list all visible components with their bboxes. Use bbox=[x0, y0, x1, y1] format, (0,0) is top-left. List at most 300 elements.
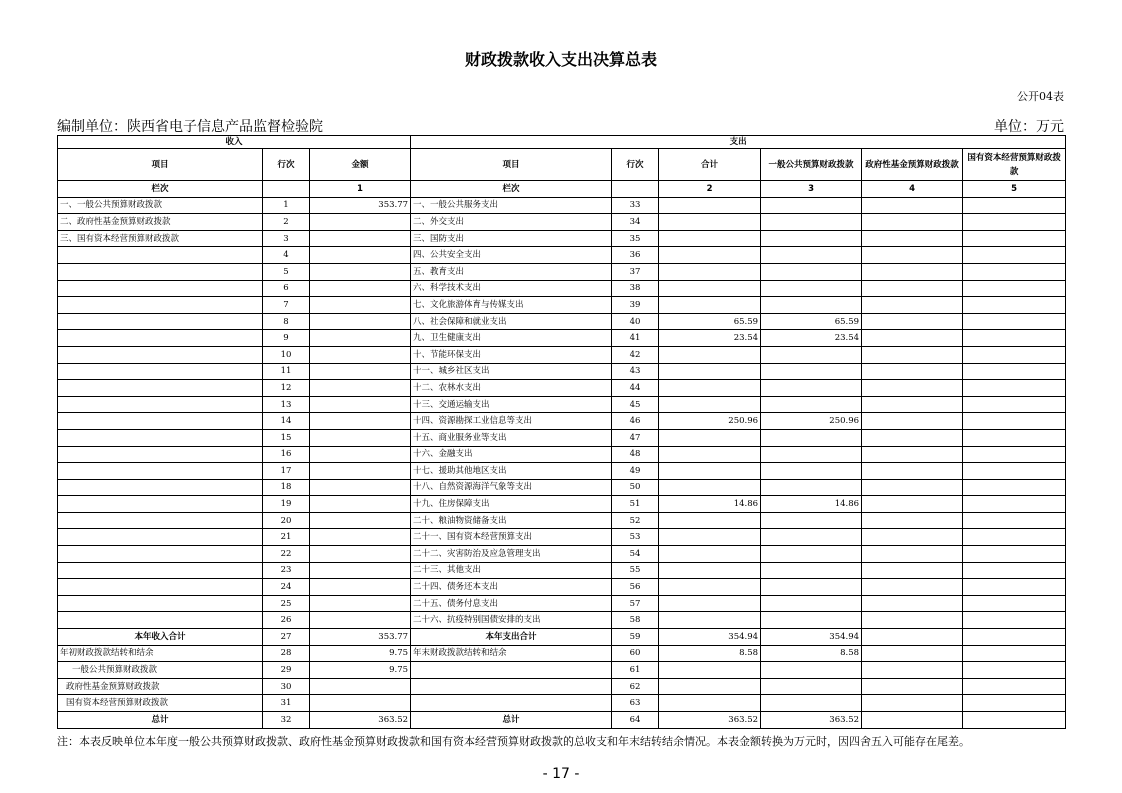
fund-budget-cell bbox=[862, 662, 963, 679]
expense-item-cell: 十三、交通运输支出 bbox=[411, 396, 612, 413]
income-row-no-cell: 1 bbox=[263, 197, 310, 214]
general-budget-cell bbox=[761, 197, 862, 214]
fund-budget-cell bbox=[862, 562, 963, 579]
expense-item-cell: 十六、金融支出 bbox=[411, 446, 612, 463]
col-4: 4 bbox=[862, 181, 963, 198]
income-item-cell bbox=[58, 247, 263, 264]
income-item-cell bbox=[58, 380, 263, 397]
income-item-cell bbox=[58, 479, 263, 496]
fund-budget-cell bbox=[862, 230, 963, 247]
state-capital-cell bbox=[963, 197, 1066, 214]
expense-item-cell: 十二、农林水支出 bbox=[411, 380, 612, 397]
income-item-cell: 年初财政拨款结转和结余 bbox=[58, 645, 263, 662]
general-budget-cell: 250.96 bbox=[761, 413, 862, 430]
income-row-no-cell: 14 bbox=[263, 413, 310, 430]
expense-item-cell: 二十二、灾害防治及应急管理支出 bbox=[411, 546, 612, 563]
expense-row-no-cell: 45 bbox=[612, 396, 659, 413]
income-amount-cell bbox=[310, 346, 411, 363]
expense-row-no-cell: 57 bbox=[612, 595, 659, 612]
total-cell: 354.94 bbox=[659, 629, 761, 646]
expense-item-header: 项目 bbox=[411, 149, 612, 181]
total-cell bbox=[659, 595, 761, 612]
table-row bbox=[58, 346, 1066, 363]
fund-budget-cell bbox=[862, 214, 963, 231]
fund-budget-cell bbox=[862, 396, 963, 413]
state-capital-cell bbox=[963, 363, 1066, 380]
unit-label: 单位：万元 bbox=[994, 119, 1064, 135]
fund-budget-cell bbox=[862, 496, 963, 513]
income-row-no-cell: 15 bbox=[263, 429, 310, 446]
state-capital-cell bbox=[963, 429, 1066, 446]
expense-item-cell: 九、卫生健康支出 bbox=[411, 330, 612, 347]
income-amount-cell: 9.75 bbox=[310, 645, 411, 662]
expense-item-cell bbox=[411, 695, 612, 712]
state-capital-cell bbox=[963, 297, 1066, 314]
column-index-row bbox=[58, 181, 1066, 198]
income-amount-cell bbox=[310, 463, 411, 480]
income-amount-cell bbox=[310, 695, 411, 712]
header-row-columns bbox=[58, 149, 1066, 181]
fund-budget-cell bbox=[862, 363, 963, 380]
general-budget-cell bbox=[761, 529, 862, 546]
fund-budget-cell bbox=[862, 546, 963, 563]
fund-budget-cell bbox=[862, 579, 963, 596]
fund-budget-cell bbox=[862, 263, 963, 280]
fund-budget-cell bbox=[862, 645, 963, 662]
expense-row-no-cell: 38 bbox=[612, 280, 659, 297]
state-capital-cell bbox=[963, 529, 1066, 546]
total-cell bbox=[659, 546, 761, 563]
col-2: 2 bbox=[659, 181, 761, 198]
state-capital-cell bbox=[963, 263, 1066, 280]
income-row-no-cell: 5 bbox=[263, 263, 310, 280]
general-budget-header: 一般公共预算财政拨款 bbox=[761, 149, 862, 181]
income-item-cell bbox=[58, 429, 263, 446]
income-item-cell bbox=[58, 562, 263, 579]
total-cell bbox=[659, 512, 761, 529]
fund-budget-cell bbox=[862, 612, 963, 629]
income-row-no-cell: 24 bbox=[263, 579, 310, 596]
total-cell bbox=[659, 529, 761, 546]
income-amount-cell bbox=[310, 380, 411, 397]
total-cell bbox=[659, 463, 761, 480]
general-budget-cell bbox=[761, 479, 862, 496]
header-row-group bbox=[58, 136, 1066, 149]
fund-budget-cell bbox=[862, 197, 963, 214]
income-item-cell bbox=[58, 346, 263, 363]
organization-label: 编制单位：陕西省电子信息产品监督检验院 bbox=[57, 119, 323, 135]
footnote: 注：本表反映单位本年度一般公共预算财政拨款、政府性基金预算财政拨款和国有资本经营预算财政拨款的总收支和年末结转结余情况。本表金额转换为万元时，因四舍五入可能存在尾差。 bbox=[57, 735, 970, 748]
income-amount-cell bbox=[310, 529, 411, 546]
table-row bbox=[58, 247, 1066, 264]
state-capital-cell bbox=[963, 512, 1066, 529]
total-cell bbox=[659, 280, 761, 297]
general-budget-cell bbox=[761, 363, 862, 380]
general-budget-cell: 363.52 bbox=[761, 712, 862, 729]
expense-item-cell: 总计 bbox=[411, 712, 612, 729]
fund-budget-cell bbox=[862, 529, 963, 546]
budget-summary-table bbox=[57, 135, 1066, 729]
income-amount-header: 金额 bbox=[310, 149, 411, 181]
income-amount-cell bbox=[310, 214, 411, 231]
income-amount-cell bbox=[310, 595, 411, 612]
income-item-cell bbox=[58, 496, 263, 513]
income-amount-cell bbox=[310, 512, 411, 529]
expense-row-no-cell: 61 bbox=[612, 662, 659, 679]
table-row bbox=[58, 380, 1066, 397]
expense-row-no-cell: 34 bbox=[612, 214, 659, 231]
income-row-no-cell: 13 bbox=[263, 396, 310, 413]
income-item-cell: 二、政府性基金预算财政拨款 bbox=[58, 214, 263, 231]
expense-item-cell: 五、教育支出 bbox=[411, 263, 612, 280]
income-row-no-cell: 18 bbox=[263, 479, 310, 496]
income-amount-cell: 353.77 bbox=[310, 629, 411, 646]
income-amount-cell bbox=[310, 612, 411, 629]
income-amount-cell bbox=[310, 330, 411, 347]
expense-item-cell: 十、节能环保支出 bbox=[411, 346, 612, 363]
income-amount-cell bbox=[310, 562, 411, 579]
fund-budget-cell bbox=[862, 297, 963, 314]
total-cell: 8.58 bbox=[659, 645, 761, 662]
table-row bbox=[58, 662, 1066, 679]
state-capital-cell bbox=[963, 214, 1066, 231]
income-item-cell bbox=[58, 280, 263, 297]
total-cell bbox=[659, 363, 761, 380]
income-row-no-cell: 3 bbox=[263, 230, 310, 247]
income-item-header: 项目 bbox=[58, 149, 263, 181]
fund-budget-cell bbox=[862, 463, 963, 480]
general-budget-cell: 65.59 bbox=[761, 313, 862, 330]
general-budget-cell: 8.58 bbox=[761, 645, 862, 662]
expense-item-cell: 十七、援助其他地区支出 bbox=[411, 463, 612, 480]
expense-item-cell: 十一、城乡社区支出 bbox=[411, 363, 612, 380]
expense-row-no-cell: 64 bbox=[612, 712, 659, 729]
general-budget-cell bbox=[761, 662, 862, 679]
income-item-cell bbox=[58, 579, 263, 596]
table-row bbox=[58, 446, 1066, 463]
total-cell bbox=[659, 247, 761, 264]
income-amount-cell bbox=[310, 263, 411, 280]
fund-budget-cell bbox=[862, 512, 963, 529]
income-header: 收入 bbox=[58, 136, 411, 149]
expense-item-cell: 二十一、国有资本经营预算支出 bbox=[411, 529, 612, 546]
total-cell: 65.59 bbox=[659, 313, 761, 330]
income-amount-cell bbox=[310, 363, 411, 380]
expense-row-no-cell: 41 bbox=[612, 330, 659, 347]
table-row bbox=[58, 297, 1066, 314]
total-header: 合计 bbox=[659, 149, 761, 181]
income-row-no-cell: 8 bbox=[263, 313, 310, 330]
income-row-no-cell: 23 bbox=[263, 562, 310, 579]
income-row-no-cell: 29 bbox=[263, 662, 310, 679]
general-budget-cell: 23.54 bbox=[761, 330, 862, 347]
table-row bbox=[58, 595, 1066, 612]
total-cell bbox=[659, 479, 761, 496]
expense-row-no-cell: 42 bbox=[612, 346, 659, 363]
income-item-cell: 国有资本经营预算财政拨款 bbox=[58, 695, 263, 712]
income-row-no-cell: 17 bbox=[263, 463, 310, 480]
total-cell bbox=[659, 678, 761, 695]
fund-budget-cell bbox=[862, 247, 963, 264]
income-item-cell: 一般公共预算财政拨款 bbox=[58, 662, 263, 679]
table-row bbox=[58, 546, 1066, 563]
income-item-cell bbox=[58, 363, 263, 380]
general-budget-cell bbox=[761, 396, 862, 413]
expense-item-cell bbox=[411, 662, 612, 679]
expense-row-no-cell: 63 bbox=[612, 695, 659, 712]
state-capital-cell bbox=[963, 463, 1066, 480]
fund-budget-cell bbox=[862, 629, 963, 646]
expense-row-no-cell: 62 bbox=[612, 678, 659, 695]
total-cell bbox=[659, 396, 761, 413]
fund-budget-header: 政府性基金预算财政拨款 bbox=[862, 149, 963, 181]
income-row-no-cell: 21 bbox=[263, 529, 310, 546]
state-capital-cell bbox=[963, 645, 1066, 662]
income-item-cell bbox=[58, 330, 263, 347]
state-capital-cell bbox=[963, 695, 1066, 712]
total-cell bbox=[659, 230, 761, 247]
general-budget-cell bbox=[761, 263, 862, 280]
expense-item-cell: 二十四、债务还本支出 bbox=[411, 579, 612, 596]
expense-row-no-cell: 55 bbox=[612, 562, 659, 579]
income-col-label: 栏次 bbox=[58, 181, 263, 198]
state-capital-cell bbox=[963, 678, 1066, 695]
total-cell: 14.86 bbox=[659, 496, 761, 513]
income-amount-cell: 353.77 bbox=[310, 197, 411, 214]
income-amount-cell bbox=[310, 247, 411, 264]
fund-budget-cell bbox=[862, 446, 963, 463]
income-amount-cell bbox=[310, 396, 411, 413]
expense-row-no-cell: 58 bbox=[612, 612, 659, 629]
income-row-no-cell: 9 bbox=[263, 330, 310, 347]
col-3: 3 bbox=[761, 181, 862, 198]
expense-row-no-cell: 39 bbox=[612, 297, 659, 314]
table-row bbox=[58, 496, 1066, 513]
general-budget-cell bbox=[761, 446, 862, 463]
total-cell bbox=[659, 429, 761, 446]
general-budget-cell bbox=[761, 678, 862, 695]
income-row-no-cell: 2 bbox=[263, 214, 310, 231]
page-number: - 17 - bbox=[542, 766, 580, 782]
income-amount-cell bbox=[310, 313, 411, 330]
income-row-no-cell: 28 bbox=[263, 645, 310, 662]
fund-budget-cell bbox=[862, 712, 963, 729]
income-row-no-cell: 30 bbox=[263, 678, 310, 695]
form-number: 公开04表 bbox=[1017, 90, 1064, 103]
expense-row-no-cell: 47 bbox=[612, 429, 659, 446]
income-row-no-cell: 6 bbox=[263, 280, 310, 297]
expense-item-cell: 二、外交支出 bbox=[411, 214, 612, 231]
total-cell bbox=[659, 579, 761, 596]
table-row bbox=[58, 363, 1066, 380]
expense-row-no-cell: 33 bbox=[612, 197, 659, 214]
fund-budget-cell bbox=[862, 479, 963, 496]
expense-row-no-cell: 53 bbox=[612, 529, 659, 546]
col-1: 1 bbox=[310, 181, 411, 198]
income-amount-cell bbox=[310, 479, 411, 496]
general-budget-cell bbox=[761, 429, 862, 446]
total-cell: 363.52 bbox=[659, 712, 761, 729]
expense-item-cell: 二十五、债务付息支出 bbox=[411, 595, 612, 612]
general-budget-cell bbox=[761, 230, 862, 247]
expense-item-cell: 三、国防支出 bbox=[411, 230, 612, 247]
income-item-cell bbox=[58, 529, 263, 546]
income-row-no-cell: 16 bbox=[263, 446, 310, 463]
general-budget-cell bbox=[761, 546, 862, 563]
state-capital-cell bbox=[963, 313, 1066, 330]
state-capital-cell bbox=[963, 230, 1066, 247]
state-capital-header: 国有资本经营预算财政拨款 bbox=[963, 149, 1066, 181]
fund-budget-cell bbox=[862, 330, 963, 347]
income-item-cell bbox=[58, 263, 263, 280]
income-row-no-cell: 25 bbox=[263, 595, 310, 612]
expense-row-no-cell: 40 bbox=[612, 313, 659, 330]
total-cell: 250.96 bbox=[659, 413, 761, 430]
table-row bbox=[58, 562, 1066, 579]
expense-row-no-cell: 36 bbox=[612, 247, 659, 264]
income-row-no-cell: 10 bbox=[263, 346, 310, 363]
total-cell bbox=[659, 562, 761, 579]
total-cell bbox=[659, 380, 761, 397]
income-row-no-header: 行次 bbox=[263, 149, 310, 181]
income-item-cell bbox=[58, 595, 263, 612]
expense-row-no-cell: 51 bbox=[612, 496, 659, 513]
income-amount-cell bbox=[310, 280, 411, 297]
expense-item-cell: 六、科学技术支出 bbox=[411, 280, 612, 297]
fund-budget-cell bbox=[862, 595, 963, 612]
income-item-cell bbox=[58, 396, 263, 413]
state-capital-cell bbox=[963, 346, 1066, 363]
state-capital-cell bbox=[963, 629, 1066, 646]
general-budget-cell bbox=[761, 562, 862, 579]
expense-item-cell: 本年支出合计 bbox=[411, 629, 612, 646]
expense-item-cell: 二十、粮油物资储备支出 bbox=[411, 512, 612, 529]
income-item-cell bbox=[58, 313, 263, 330]
state-capital-cell bbox=[963, 380, 1066, 397]
state-capital-cell bbox=[963, 330, 1066, 347]
table-row bbox=[58, 512, 1066, 529]
table-row bbox=[58, 579, 1066, 596]
total-cell bbox=[659, 214, 761, 231]
income-amount-cell bbox=[310, 446, 411, 463]
state-capital-cell bbox=[963, 496, 1066, 513]
report-title: 财政拨款收入支出决算总表 bbox=[464, 50, 657, 69]
income-row-no-cell: 31 bbox=[263, 695, 310, 712]
state-capital-cell bbox=[963, 413, 1066, 430]
income-item-cell bbox=[58, 463, 263, 480]
fund-budget-cell bbox=[862, 413, 963, 430]
total-cell bbox=[659, 263, 761, 280]
total-cell bbox=[659, 197, 761, 214]
expense-header: 支出 bbox=[411, 136, 1066, 149]
table-row bbox=[58, 678, 1066, 695]
table-row bbox=[58, 429, 1066, 446]
general-budget-cell bbox=[761, 247, 862, 264]
general-budget-cell bbox=[761, 463, 862, 480]
fund-budget-cell bbox=[862, 429, 963, 446]
expense-row-no-cell: 44 bbox=[612, 380, 659, 397]
general-budget-cell bbox=[761, 512, 862, 529]
state-capital-cell bbox=[963, 396, 1066, 413]
table-row bbox=[58, 197, 1066, 214]
general-budget-cell bbox=[761, 346, 862, 363]
expense-item-cell: 十五、商业服务业等支出 bbox=[411, 429, 612, 446]
table-row bbox=[58, 529, 1066, 546]
income-amount-cell bbox=[310, 579, 411, 596]
state-capital-cell bbox=[963, 546, 1066, 563]
expense-item-cell: 十八、自然资源海洋气象等支出 bbox=[411, 479, 612, 496]
expense-item-cell: 四、公共安全支出 bbox=[411, 247, 612, 264]
general-budget-cell bbox=[761, 280, 862, 297]
table-row bbox=[58, 612, 1066, 629]
expense-row-no-cell: 37 bbox=[612, 263, 659, 280]
income-amount-cell bbox=[310, 297, 411, 314]
general-budget-cell bbox=[761, 595, 862, 612]
income-item-cell: 一、一般公共预算财政拨款 bbox=[58, 197, 263, 214]
table-row bbox=[58, 712, 1066, 729]
income-amount-cell bbox=[310, 230, 411, 247]
expense-item-cell: 十四、资源勘探工业信息等支出 bbox=[411, 413, 612, 430]
income-row-no-cell: 4 bbox=[263, 247, 310, 264]
income-item-cell bbox=[58, 512, 263, 529]
general-budget-cell bbox=[761, 612, 862, 629]
fund-budget-cell bbox=[862, 678, 963, 695]
income-amount-cell bbox=[310, 678, 411, 695]
table-row bbox=[58, 479, 1066, 496]
state-capital-cell bbox=[963, 612, 1066, 629]
general-budget-cell bbox=[761, 579, 862, 596]
expense-item-cell: 一、一般公共服务支出 bbox=[411, 197, 612, 214]
income-amount-cell bbox=[310, 546, 411, 563]
state-capital-cell bbox=[963, 562, 1066, 579]
table-row bbox=[58, 645, 1066, 662]
expense-row-no-cell: 43 bbox=[612, 363, 659, 380]
table-row bbox=[58, 263, 1066, 280]
general-budget-cell bbox=[761, 297, 862, 314]
income-row-no-cell: 19 bbox=[263, 496, 310, 513]
state-capital-cell bbox=[963, 579, 1066, 596]
state-capital-cell bbox=[963, 446, 1066, 463]
expense-item-cell: 七、文化旅游体育与传媒支出 bbox=[411, 297, 612, 314]
income-item-cell bbox=[58, 446, 263, 463]
table-row bbox=[58, 629, 1066, 646]
fund-budget-cell bbox=[862, 380, 963, 397]
fund-budget-cell bbox=[862, 280, 963, 297]
total-cell bbox=[659, 297, 761, 314]
income-row-no-cell: 20 bbox=[263, 512, 310, 529]
expense-item-cell: 八、社会保障和就业支出 bbox=[411, 313, 612, 330]
table-row bbox=[58, 695, 1066, 712]
income-row-no-cell: 27 bbox=[263, 629, 310, 646]
col-5: 5 bbox=[963, 181, 1066, 198]
income-row-no-cell: 11 bbox=[263, 363, 310, 380]
income-amount-cell: 9.75 bbox=[310, 662, 411, 679]
income-item-cell: 三、国有资本经营预算财政拨款 bbox=[58, 230, 263, 247]
expense-col-empty bbox=[612, 181, 659, 198]
total-cell bbox=[659, 346, 761, 363]
table-row bbox=[58, 463, 1066, 480]
fund-budget-cell bbox=[862, 346, 963, 363]
expense-item-cell: 二十六、抗疫特别国债安排的支出 bbox=[411, 612, 612, 629]
expense-row-no-cell: 49 bbox=[612, 463, 659, 480]
state-capital-cell bbox=[963, 662, 1066, 679]
table-row bbox=[58, 330, 1066, 347]
table-row bbox=[58, 214, 1066, 231]
income-item-cell: 政府性基金预算财政拨款 bbox=[58, 678, 263, 695]
fund-budget-cell bbox=[862, 695, 963, 712]
income-row-no-cell: 32 bbox=[263, 712, 310, 729]
income-amount-cell bbox=[310, 496, 411, 513]
